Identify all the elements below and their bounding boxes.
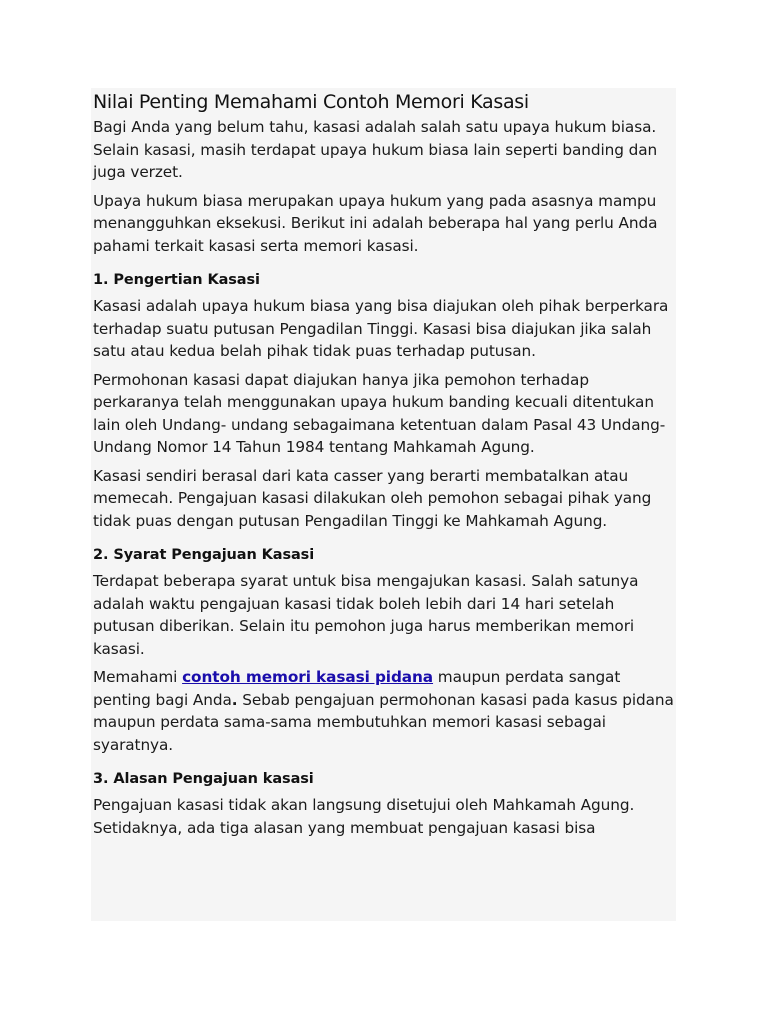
section-1-paragraph-1: Kasasi adalah upaya hukum biasa yang bisa diajukan oleh pihak berperkara terhadap suatu putusan Pengadilan Tinggi. Kasasi bisa diajukan jika salah satu atau kedua belah pihak tidak puas terhadap putusan.: [93, 297, 669, 360]
article-body: [91, 88, 676, 839]
section-1-paragraph-3: Kasasi sendiri berasal dari kata casser yang berarti membatalkan atau memecah. Pengajuan kasasi dilakukan oleh pemohon sebagai pihak yang tidak puas dengan putusan Pengadilan Tinggi ke Mahkamah Agung.: [93, 466, 652, 530]
article-content: [91, 88, 676, 921]
section-2-bold-period: .: [231, 690, 238, 709]
contoh-memori-kasasi-pidana-link[interactable]: contoh memori kasasi pidana: [182, 668, 434, 686]
section-3-heading: 3. Alasan Pengajuan kasasi: [93, 771, 314, 787]
section-2-text-before-link: Memahami: [93, 668, 183, 686]
section-2-paragraph-1: Terdapat beberapa syarat untuk bisa mengajukan kasasi. Salah satunya adalah waktu pengajuan kasasi tidak boleh lebih dari 14 hari setelah putusan diberikan. Selain itu pemohon juga harus memberikan memori kasasi.: [93, 572, 639, 658]
section-2-paragraph-2: [93, 666, 676, 756]
intro-paragraph-2: Upaya hukum biasa merupakan upaya hukum yang pada asasnya mampu menangguhkan eksekusi. Berikut ini adalah beberapa hal yang perlu Anda pahami terkait kasasi serta memori kasasi.: [93, 191, 658, 255]
article-title: Nilai Penting Memahami Contoh Memori Kasasi: [93, 91, 529, 113]
section-2-text-after-link: maupun perdata sangat penting bagi Anda: [93, 668, 621, 709]
section-2-heading: 2. Syarat Pengajuan Kasasi: [93, 547, 315, 563]
section-2-text-rest: Sebab pengajuan permohonan kasasi pada kasus pidana maupun perdata sama-sama membutuhkan memori kasasi sebagai syaratnya.: [93, 690, 674, 754]
section-3-paragraph-1: Pengajuan kasasi tidak akan langsung disetujui oleh Mahkamah Agung. Setidaknya, ada tiga alasan yang membuat pengajuan kasasi bisa: [93, 796, 635, 837]
section-1-heading: 1. Pengertian Kasasi: [93, 272, 260, 288]
section-1-paragraph-2: Permohonan kasasi dapat diajukan hanya jika pemohon terhadap perkaranya telah menggunakan upaya hukum banding kecuali ditentukan lain oleh Undang- undang sebagaimana ketentuan dalam Pasal 43 Undang-Undang Nomor 14 Tahun 1984 tentang Mahkamah Agung.: [93, 370, 666, 456]
intro-paragraph-1: Bagi Anda yang belum tahu, kasasi adalah salah satu upaya hukum biasa. Selain kasasi, masih terdapat upaya hukum biasa lain seperti banding dan juga verzet.: [93, 118, 658, 181]
